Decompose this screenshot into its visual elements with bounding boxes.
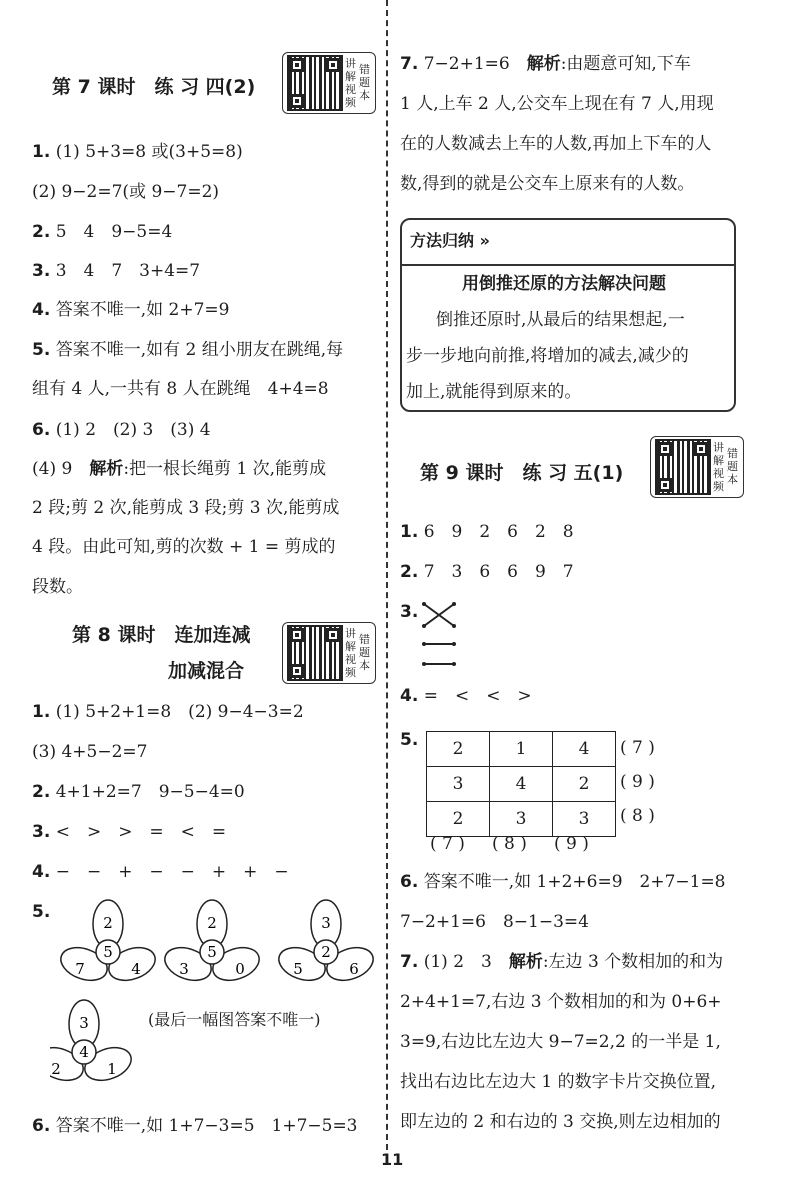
flower-number-left: 7 [75, 960, 85, 978]
answer-text: 答案不唯一,如 1+2+6=9 2+7−1=8 [423, 872, 726, 892]
flower-number-top: 3 [79, 1014, 89, 1032]
answer-text: 6 9 2 6 2 8 [423, 522, 574, 542]
answer-text: (3) 4+5−2=7 [32, 742, 148, 762]
q-num: 1. [32, 142, 51, 162]
grid-cell: 3 [490, 802, 553, 837]
analysis-text: :左边 3 个数相加的和为 [542, 952, 724, 972]
method-text: 倒推还原时,从最后的结果想起,一 [436, 310, 685, 330]
number-grid [426, 731, 616, 837]
q-num: 2. [32, 782, 51, 802]
qr-box-lesson8[interactable] [282, 622, 376, 684]
method-header: 方法归纳 » [410, 231, 490, 250]
qr-label-2: 错题本 [359, 633, 370, 672]
analysis-text: 1 人,上车 2 人,公交车上现在有 7 人,用现 [400, 94, 714, 114]
page-number: 11 [381, 1150, 404, 1169]
analysis-label: 解析 [89, 459, 124, 479]
method-text: 步一步地向前推,将增加的减去,减少的 [406, 346, 689, 366]
grid-cell: 3 [427, 767, 490, 802]
flower-diagrams [50, 898, 380, 1098]
qr-code-icon[interactable] [287, 625, 343, 681]
flower-number-center: 4 [79, 1043, 89, 1061]
method-text: 加上,就能得到原来的。 [406, 382, 582, 402]
qr-label-2: 错题本 [727, 447, 738, 486]
q-num: 4. [400, 686, 419, 706]
grid-cell: 2 [553, 767, 616, 802]
q-num: 3. [32, 261, 51, 281]
grid-cell: 2 [427, 732, 490, 767]
answer-text: 答案不唯一,如 1+7−3=5 1+7−5=3 [55, 1116, 358, 1136]
qr-code-icon[interactable] [287, 55, 343, 111]
q-num: 4. [32, 300, 51, 320]
analysis-text: 数,得到的就是公交车上原来有的人数。 [400, 174, 695, 194]
q-num: 5. [32, 902, 51, 922]
method-summary-box [400, 218, 736, 412]
answer-text: 答案不唯一,如有 2 组小朋友在跳绳,每 [55, 340, 344, 360]
q-num: 6. [32, 1116, 51, 1136]
answer-text: (1) 2 (2) 3 (3) 4 [55, 420, 211, 440]
flower-number-top: 3 [321, 914, 331, 932]
answer-text: − − + − − + + − [55, 862, 289, 882]
lesson8-title-b: 加减混合 [168, 660, 245, 682]
answer-text: < > > = < = [55, 822, 227, 842]
q-num: 1. [400, 522, 419, 542]
flower-number-right: 1 [107, 1060, 117, 1078]
analysis-text: :由题意可知,下车 [560, 54, 691, 74]
q-num: 5. [32, 340, 51, 360]
flower-note: (最后一幅图答案不唯一) [148, 1010, 321, 1029]
qr-label: 讲解视频 [713, 441, 724, 493]
answer-text: 4+1+2=7 9−5−4=0 [55, 782, 245, 802]
q-num: 3. [32, 822, 51, 842]
analysis-label: 解析 [508, 952, 543, 972]
qr-label: 讲解视频 [345, 57, 356, 109]
flower-number-right: 6 [349, 960, 359, 978]
answer-text: (4) 9 [32, 459, 73, 479]
q-num: 3. [400, 602, 419, 622]
lesson9-title: 第 9 课时 练 习 五(1) [420, 462, 624, 484]
flower-3 [274, 900, 377, 986]
qr-box-lesson7[interactable] [282, 52, 376, 114]
analysis-text: 2 段;剪 2 次,能剪成 3 段;剪 3 次,能剪成 [32, 498, 340, 518]
grid-cell: 2 [427, 802, 490, 837]
analysis-text: 找出右边比左边大 1 的数字卡片交换位置, [400, 1072, 717, 1092]
flower-number-top: 2 [103, 914, 113, 932]
flower-4 [50, 1000, 136, 1086]
column-divider [386, 0, 388, 1150]
analysis-text: 即左边的 2 和右边的 3 交换,则左边相加的 [400, 1112, 721, 1132]
flower-1 [56, 900, 159, 986]
grid-cell: 4 [553, 732, 616, 767]
grid-cell: 3 [553, 802, 616, 837]
answer-text: 3 4 7 3+4=7 [55, 261, 201, 281]
lesson7-title: 第 7 课时 练 习 四(2) [52, 76, 256, 98]
analysis-text: 段数。 [32, 577, 83, 597]
q-num: 6. [32, 420, 51, 440]
row-sum: ( 8 ) [620, 806, 655, 826]
flower-number-right: 4 [131, 960, 141, 978]
answer-text: 7 3 6 6 9 7 [423, 562, 574, 582]
col-sum: ( 8 ) [492, 834, 527, 854]
answer-text: 组有 4 人,一共有 8 人在跳绳 4+4=8 [32, 379, 329, 399]
answer-text: 答案不唯一,如 2+7=9 [55, 300, 230, 320]
qr-label: 讲解视频 [345, 627, 356, 679]
answer-text: 5 4 9−5=4 [55, 222, 173, 242]
answer-text: (2) 9−2=7(或 9−7=2) [32, 182, 220, 202]
q-num: 7. [400, 54, 419, 74]
q-num: 2. [400, 562, 419, 582]
row-sum: ( 9 ) [620, 772, 655, 792]
q-num: 2. [32, 222, 51, 242]
flower-number-left: 2 [51, 1060, 61, 1078]
flower-number-center: 5 [103, 943, 113, 961]
analysis-text: 2+4+1=7,右边 3 个数相加的和为 0+6+ [400, 992, 722, 1012]
analysis-text: 4 段。由此可知,剪的次数 + 1 = 剪成的 [32, 537, 336, 557]
analysis-text: 3=9,右边比左边大 9−7=2,2 的一半是 1, [400, 1032, 721, 1052]
q-num: 5. [400, 730, 419, 750]
analysis-text: 在的人数减去上车的人数,再加上下车的人 [400, 134, 712, 154]
analysis-label: 解析 [526, 54, 561, 74]
qr-box-lesson9[interactable] [650, 436, 744, 498]
analysis-text: :把一根长绳剪 1 次,能剪成 [123, 459, 327, 479]
answer-text: (1) 2 3 [423, 952, 492, 972]
matching-lines [420, 600, 460, 670]
q-num: 6. [400, 872, 419, 892]
qr-code-icon[interactable] [655, 439, 711, 495]
flower-number-left: 3 [179, 960, 189, 978]
grid-cell: 1 [490, 732, 553, 767]
row-sum: ( 7 ) [620, 738, 655, 758]
q-num: 7. [400, 952, 419, 972]
answer-text: 7−2+1=6 8−1−3=4 [400, 912, 589, 932]
flower-number-left: 5 [293, 960, 303, 978]
flower-number-center: 5 [207, 943, 217, 961]
col-sum: ( 7 ) [430, 834, 465, 854]
answer-text: (1) 5+3=8 或(3+5=8) [55, 142, 243, 162]
flower-number-center: 2 [321, 943, 331, 961]
lesson8-title-a: 第 8 课时 连加连减 [72, 624, 251, 646]
col-sum: ( 9 ) [554, 834, 589, 854]
grid-cell: 4 [490, 767, 553, 802]
flower-2 [160, 900, 263, 986]
flower-number-right: 0 [235, 960, 245, 978]
method-title: 用倒推还原的方法解决问题 [462, 274, 666, 294]
q-num: 1. [32, 702, 51, 722]
answer-text: 7−2+1=6 [423, 54, 510, 74]
q-num: 4. [32, 862, 51, 882]
answer-text: (1) 5+2+1=8 (2) 9−4−3=2 [55, 702, 304, 722]
qr-label-2: 错题本 [359, 63, 370, 102]
flower-number-top: 2 [207, 914, 217, 932]
answer-text: = < < > [423, 686, 532, 706]
